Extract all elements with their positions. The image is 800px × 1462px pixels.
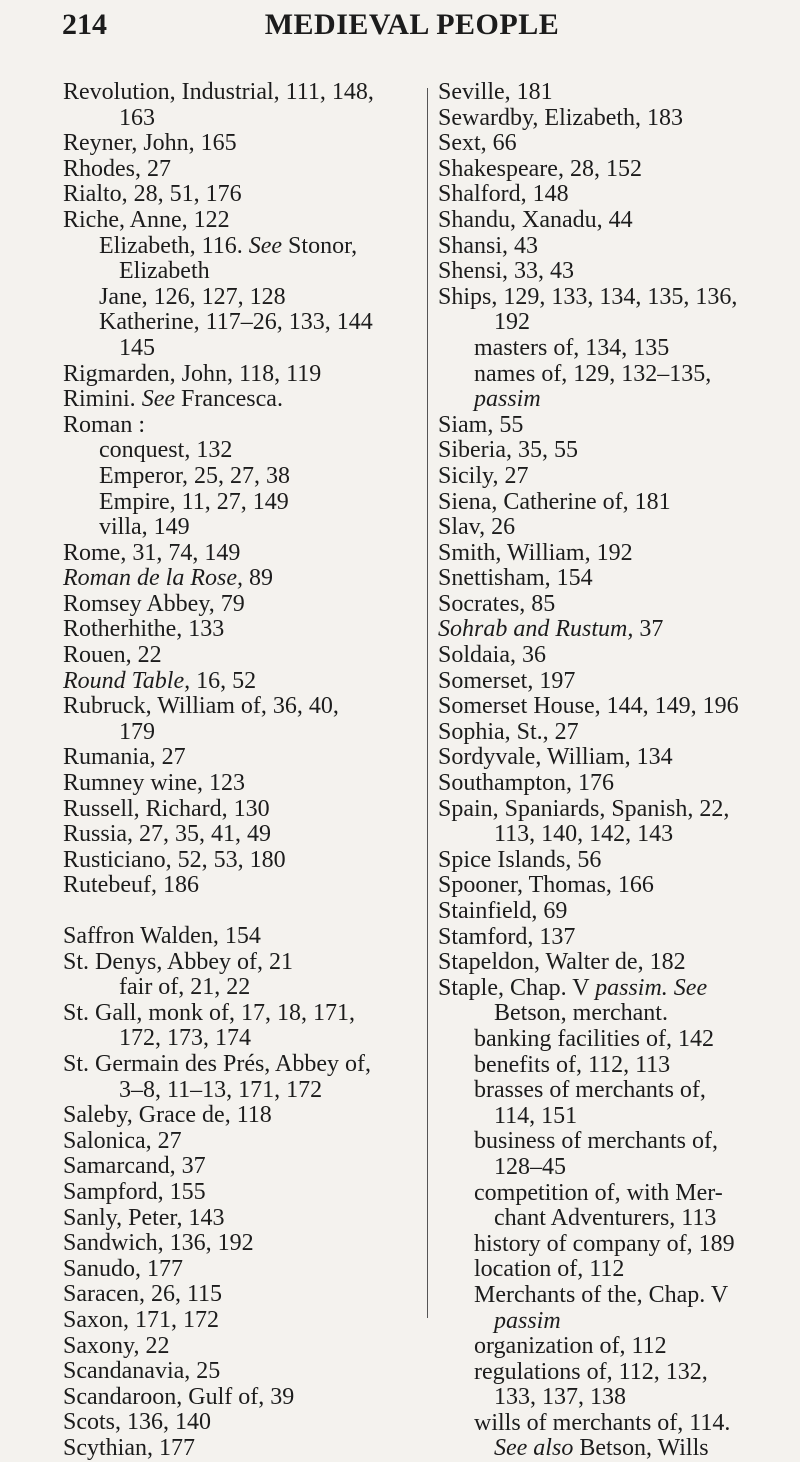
index-entry [438,566,780,592]
index-entry [438,515,780,541]
index-entry [438,182,780,208]
index-entry-text: Siam, 55 [438,411,524,438]
index-entry [63,694,423,720]
index-entry [63,950,423,976]
index-entry [438,1027,780,1053]
index-entry-text: Betson, Wills [573,1435,709,1462]
index-entry [438,413,780,439]
index-entry [63,1078,423,1104]
index-entry-text: Stapeldon, Walter de, 182 [438,949,686,976]
index-entry-text: Rimini. [63,386,136,413]
index-entry [63,157,423,183]
index-entry-text: Rouen, 22 [63,642,162,669]
index-entry [438,1206,780,1232]
index-entry-text: Scythian, 177 [63,1434,195,1461]
index-entry [438,464,780,490]
index-entry-text: banking facilities of, 142 [474,1025,714,1052]
index-entry [63,336,423,362]
index-entry-text: Sanudo, 177 [63,1255,183,1282]
index-entry [438,1232,780,1258]
index-entry-text: Rome, 31, 74, 149 [63,539,241,566]
index-entry-text: Merchants of the, Chap. V [474,1281,729,1308]
index-entry-text: 113, 140, 142, 143 [494,821,674,848]
index-entry [438,1309,780,1335]
index-entry-text: Russia, 27, 35, 41, 49 [63,821,272,848]
index-entry [63,873,423,899]
index-entry-text: Rusticiano, 52, 53, 180 [63,846,286,873]
index-entry [438,1360,780,1386]
index-entry [438,1155,780,1181]
index-entry [438,336,780,362]
index-entry [438,1411,780,1437]
index-entry-italic: Round Table, [63,667,191,694]
index-entry [63,924,423,950]
index-entry [438,490,780,516]
index-entry-text: Rhodes, 27 [63,155,171,182]
index-entry-text: Seville, 181 [438,79,553,105]
index-entry-text: Sewardby, Elizabeth, 183 [438,104,684,131]
index-entry-text: Saxony, 22 [63,1332,170,1359]
index-entry-text: Scandanavia, 25 [63,1358,221,1385]
index-entry [438,1181,780,1207]
index-entry [63,1385,423,1411]
index-entry-text: Saffron Walden, 154 [63,923,261,949]
index-entry [438,669,780,695]
index-entry [63,1308,423,1334]
index-entry-text: 89 [242,565,273,592]
index-entry [63,362,423,388]
index-entry [63,1436,423,1462]
index-entry-text: St. Denys, Abbey of, 21 [63,948,293,975]
index-entry-text: Spain, Spaniards, Spanish, 22, [438,795,730,822]
index-entry [438,822,780,848]
index-entry-text: Sampford, 155 [63,1178,206,1205]
column-divider [427,88,428,1318]
index-entry-text: Betson, merchant. [494,1000,668,1027]
index-entry [438,1104,780,1130]
index-entry-text: Rutebeuf, 186 [63,872,199,899]
index-entry [438,387,780,413]
index-entry [438,797,780,823]
index-entry [438,80,780,106]
index-entry-text: Socrates, 85 [438,590,556,617]
index-entry-text: Saracen, 26, 115 [63,1281,223,1308]
index-entry-text: Ships, 129, 133, 134, 135, 136, [438,283,738,310]
index-entry [63,822,423,848]
index-entry [63,1001,423,1027]
index-entry-text: Siberia, 35, 55 [438,437,578,464]
index-entry-text: Katherine, 117–26, 133, 144 [99,309,373,336]
index-entry [63,848,423,874]
index-entry [63,413,423,439]
index-entry-text: Sandwich, 136, 192 [63,1230,254,1257]
index-entry [438,1257,780,1283]
index-entry-suffix: Francesca. [175,386,283,413]
index-entry-italic: passim [494,1307,561,1334]
index-entry-text: brasses of merchants of, [474,1077,706,1104]
index-entry-text: Riche, Anne, 122 [63,206,230,233]
index-entry-text: Soldaia, 36 [438,642,546,669]
index-entry-text: Shensi, 33, 43 [438,258,575,285]
running-title: MEDIEVAL PEOPLE [264,8,560,41]
index-entry [438,1001,780,1027]
index-entry-text: Rialto, 28, 51, 176 [63,181,242,208]
index-entry-text: Spice Islands, 56 [438,846,602,873]
index-entry [438,720,780,746]
index-entry [63,438,423,464]
index-entry-text: Saxon, 171, 172 [63,1306,219,1333]
index-entry-text: Salonica, 27 [63,1127,182,1154]
index-entry-text: wills of merchants of, 114. [474,1409,731,1436]
index-entry-text: 128–45 [494,1153,566,1180]
index-entry-text: Sext, 66 [438,130,517,157]
index-entry [438,1053,780,1079]
index-entry [438,925,780,951]
index-entry-text: benefits of, 112, 113 [474,1051,671,1078]
index-entry-text: organization of, 112 [474,1333,667,1360]
index-entry [438,873,780,899]
index-entry [63,1257,423,1283]
page-header [62,8,762,48]
index-entry-text: Elizabeth [119,258,210,285]
index-entry-italic: See [141,386,175,413]
index-entry-text: Stamford, 137 [438,923,576,950]
index-entry-italic: Roman de la Rose, [63,565,243,592]
index-entry-text: Saleby, Grace de, 118 [63,1102,272,1129]
index-entry-text: St. Gall, monk of, 17, 18, 171, [63,999,355,1026]
index-entry-text: Rumania, 27 [63,744,186,771]
index-entry [438,848,780,874]
index-entry [63,1129,423,1155]
index-entry-italic: passim. See [595,974,708,1001]
index-entry-text: Somerset House, 144, 149, 196 [438,693,739,720]
index-entry [63,490,423,516]
index-entry-text: St. Germain des Prés, Abbey of, [63,1050,371,1077]
index-entry [63,797,423,823]
index-entry-text: 163 [119,104,155,131]
index-entry [63,541,423,567]
index-entry-text: Elizabeth, 116. [99,232,243,259]
index-entry-italic: See also [494,1435,574,1462]
index-entry-text: fair of, 21, 22 [119,974,251,1001]
index-entry [438,617,780,643]
index-entry [63,975,423,1001]
index-entry-text: business of merchants of, [474,1128,718,1155]
index-entry [63,720,423,746]
index-entry [63,1026,423,1052]
index-entry-suffix: Stonor, [282,232,358,259]
index-entry [438,208,780,234]
index-entry [63,1180,423,1206]
index-entry-text: Sicily, 27 [438,462,529,489]
index-entry-text: 145 [119,334,155,361]
index-entry-text: Roman : [63,411,145,438]
index-entry [438,310,780,336]
index-entry-text: Rigmarden, John, 118, 119 [63,360,322,387]
index-entry [63,566,423,592]
index-entry [438,259,780,285]
index-entry-text: 37 [633,616,664,643]
index-entry [63,1154,423,1180]
index-entry [63,592,423,618]
index-entry-text: Rumney wine, 123 [63,770,245,797]
index-entry [63,771,423,797]
index-entry [63,80,423,106]
index-entry [63,106,423,132]
index-entry-text: Stainfield, 69 [438,898,568,924]
index-entry [438,234,780,260]
index-entry-text: Somerset, 197 [438,667,576,694]
index-entry-text: Russell, Richard, 130 [63,795,270,822]
index-entry [63,387,423,413]
index-entry [438,771,780,797]
index-entry [63,310,423,336]
page-number: 214 [62,8,107,41]
index-entry [63,515,423,541]
index-entry-text: Scandaroon, Gulf of, 39 [63,1383,295,1410]
index-entry [438,643,780,669]
index-entry [438,438,780,464]
index-entry-italic: See [248,232,283,259]
index-entry-text: Emperor, 25, 27, 38 [99,462,291,489]
index-entry-text: Romsey Abbey, 79 [63,590,245,617]
index-entry-text: Shansi, 43 [438,232,539,259]
index-entry [63,259,423,285]
index-entry-text: Samarcand, 37 [63,1153,206,1180]
index-entry-text: 133, 137, 138 [494,1384,626,1411]
index-entry-text: 16, 52 [190,667,257,694]
index-entry-text: masters of, 134, 135 [474,334,670,361]
index-entry-text: 192 [494,309,530,336]
index-entry [63,617,423,643]
index-entry [63,208,423,234]
index-entry [63,1231,423,1257]
index-entry-text: Snettisham, 154 [438,565,593,592]
index-entry-text: Jane, 126, 127, 128 [99,283,286,310]
index-entry-text: Sanly, Peter, 143 [63,1204,225,1231]
index-entry [438,157,780,183]
index-entry [63,643,423,669]
index-entry [63,182,423,208]
index-entry [63,1410,423,1436]
index-entry-italic: Sohrab and Rustum, [438,616,634,643]
index-entry [63,1359,423,1385]
index-entry-text: chant Adventurers, 113 [494,1205,717,1232]
index-entry-text: Staple, Chap. V [438,974,590,1001]
index-entry-text: Scots, 136, 140 [63,1409,212,1436]
index-column-right [438,80,780,1462]
index-entry [438,541,780,567]
index-entry [63,745,423,771]
index-entry-text: Spooner, Thomas, 166 [438,872,654,899]
index-entry-text: conquest, 132 [99,437,233,464]
index-entry-text: Shakespeare, 28, 152 [438,155,642,182]
index-entry [63,131,423,157]
index-entry-text: Sophia, St., 27 [438,718,579,745]
index-entry-text: 114, 151 [494,1102,578,1129]
index-entry-text: location of, 112 [474,1256,625,1283]
index-entry-text: Sordyvale, William, 134 [438,744,673,771]
index-entry [438,362,780,388]
index-entry [63,1206,423,1232]
index-entry-text: Siena, Catherine of, 181 [438,488,671,515]
index-entry-text: Shandu, Xanadu, 44 [438,206,633,233]
index-entry-text: Revolution, Industrial, 111, 148, [63,79,374,105]
index-entry [438,131,780,157]
index-entry-text: villa, 149 [99,514,190,541]
index-entry [438,1283,780,1309]
index-entry [438,1078,780,1104]
index-entry [438,1385,780,1411]
index-entry-text: Smith, William, 192 [438,539,633,566]
index-entry [63,234,423,260]
index-entry-text: history of company of, 189 [474,1230,735,1257]
index-column-left [63,80,423,1461]
index-entry-text: Reyner, John, 165 [63,130,237,157]
index-entry-text: Slav, 26 [438,514,516,541]
index-entry-text: Empire, 11, 27, 149 [99,488,289,515]
index-entry-text: regulations of, 112, 132, [474,1358,708,1385]
index-entry-text: Southampton, 176 [438,770,615,797]
index-entry [438,745,780,771]
index-entry [438,976,780,1002]
index-entry-text: Rotherhithe, 133 [63,616,225,643]
index-entry [63,1103,423,1129]
index-entry [438,106,780,132]
index-entry [63,1282,423,1308]
index-entry-text: names of, 129, 132–135, [474,360,712,387]
index-entry-text: 3–8, 11–13, 171, 172 [119,1076,323,1103]
index-entry-italic: passim [474,386,541,413]
index-entry [438,1436,780,1462]
index-entry [438,694,780,720]
index-entry [63,669,423,695]
index-entry [438,950,780,976]
index-entry-text: Shalford, 148 [438,181,569,208]
index-entry-text: 179 [119,718,155,745]
index-entry [438,285,780,311]
index-entry [438,1129,780,1155]
index-entry [63,464,423,490]
index-entry [438,899,780,925]
index-entry [63,285,423,311]
index-entry [438,592,780,618]
index-entry-text: 172, 173, 174 [119,1025,251,1052]
index-entry-text: Rubruck, William of, 36, 40, [63,693,339,720]
index-entry [63,1052,423,1078]
index-entry [63,1334,423,1360]
index-entry-text: competition of, with Mer- [474,1179,723,1206]
